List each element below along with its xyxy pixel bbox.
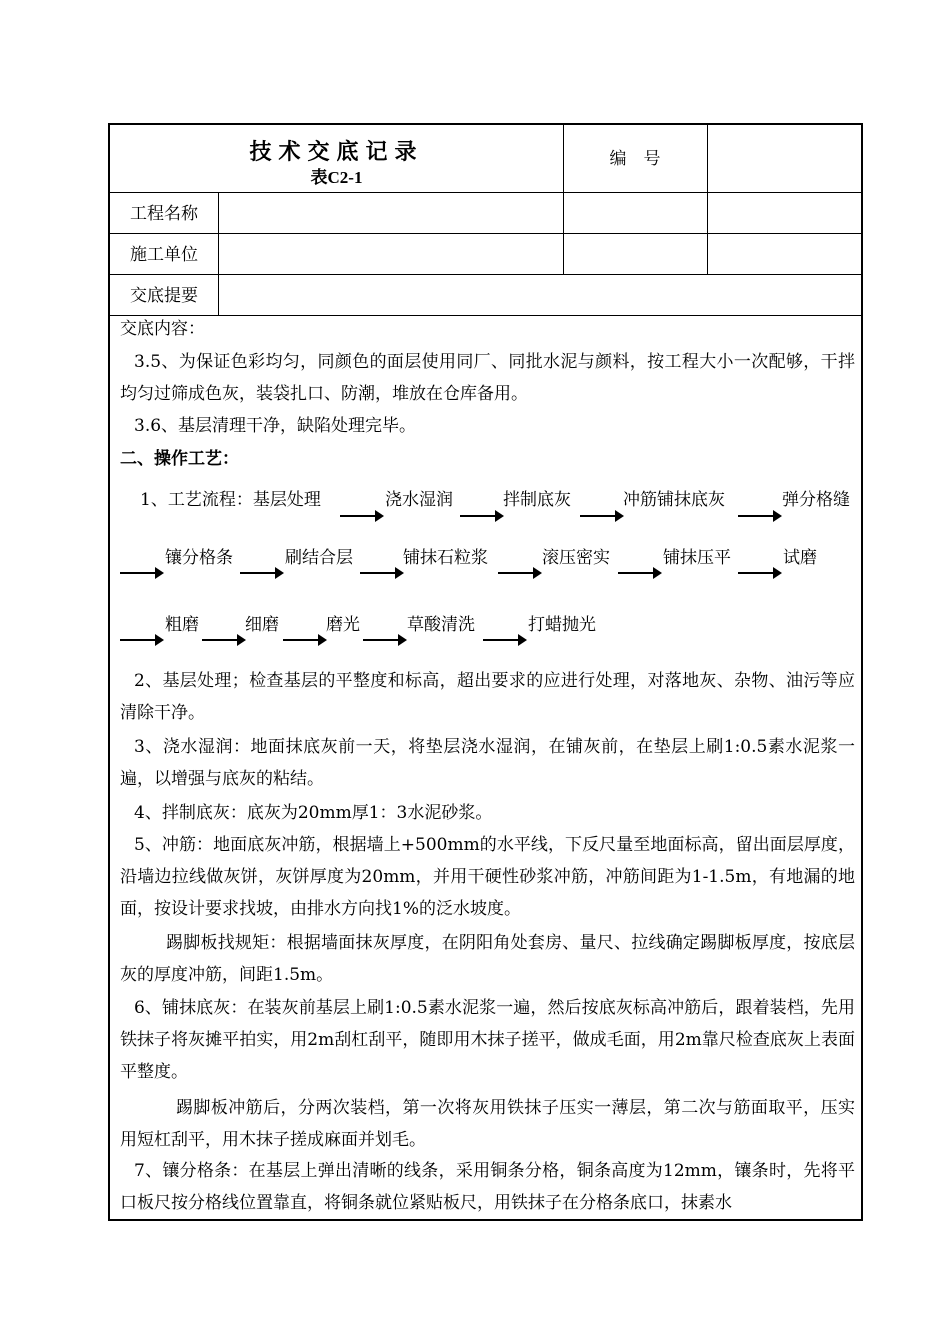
- row-divider: [110, 315, 861, 316]
- flow-arrow: [483, 639, 525, 641]
- technical-disclosure-form: [108, 123, 863, 1221]
- project-name-field[interactable]: [219, 193, 563, 233]
- item-6-skirting: 踢脚板冲筋后，分两次装档，第一次将灰用铁抹子压实一薄层，第二次与筋面取平，压实用短杠刮平，用木抹子搓成麻面并划毛。: [120, 1098, 855, 1150]
- paragraph-3-6: 3.6、基层清理干净，缺陷处理完毕。: [134, 416, 417, 436]
- flow-arrow: [283, 639, 325, 641]
- flow-step: 滚压密实: [542, 548, 610, 568]
- item-2: 2、基层处理；检查基层的平整度和标高，超出要求的应进行处理，对落地灰、杂物、油污等应清除干净。: [120, 671, 855, 723]
- section-heading: 二、操作工艺：: [120, 449, 239, 469]
- flow-arrow: [363, 639, 405, 641]
- flow-arrow: [738, 572, 780, 574]
- flow-step: 细磨: [245, 615, 279, 635]
- flow-step: 铺抹压平: [663, 548, 731, 568]
- flow-step: 镶分格条: [165, 548, 233, 568]
- flow-step: 草酸清洗: [407, 615, 475, 635]
- flow-step: 打蜡抛光: [528, 615, 596, 635]
- flow-arrow: [580, 515, 622, 517]
- number-label: 编 号: [609, 149, 661, 169]
- flow-step: 试磨: [783, 548, 817, 568]
- item-3: 3、浇水湿润：地面抹底灰前一天，将垫层浇水湿润，在铺灰前，在垫层上刷1:0.5素水泥浆一遍，以增强与底灰的粘结。: [120, 737, 855, 789]
- project-name-label: 工程名称: [130, 204, 198, 224]
- flow-arrow: [360, 572, 402, 574]
- flow-step: 铺抹石粒浆: [403, 548, 488, 568]
- content-label: 交底内容：: [120, 319, 205, 339]
- construction-unit-field[interactable]: [219, 234, 563, 274]
- flow-intro: 1、工艺流程：基层处理: [140, 490, 321, 510]
- paragraph-3-5: 3.5、为保证色彩均匀，同颜色的面层使用同厂、同批水泥与颜料，按工程大小一次配够，干拌均匀过筛成色灰，装袋扎口、防潮，堆放在仓库备用。: [120, 352, 855, 404]
- flow-arrow: [618, 572, 660, 574]
- item-4: 4、拌制底灰：底灰为20mm厚1：3水泥砂浆。: [134, 803, 493, 823]
- flow-arrow: [738, 515, 780, 517]
- item-7: 7、镶分格条：在基层上弹出清晰的线条，采用铜条分格，铜条高度为12mm，镶条时，先将平口板尺按分格线位置靠直，将铜条就位紧贴板尺，用铁抹子在分格条底口，抹素水: [120, 1161, 855, 1213]
- flow-arrow: [202, 639, 244, 641]
- flow-arrow: [120, 572, 162, 574]
- flow-arrow: [240, 572, 282, 574]
- flow-step: 弹分格缝: [782, 490, 850, 510]
- column-divider: [563, 125, 564, 274]
- construction-unit-label: 施工单位: [130, 245, 198, 265]
- flow-step: 冲筋铺抹底灰: [623, 490, 725, 510]
- summary-field[interactable]: [219, 275, 861, 315]
- item-5-skirting: 踢脚板找规矩：根据墙面抹灰厚度，在阴阳角处套房、量尺、拉线确定踢脚板厚度，按底层灰的厚度冲筋，间距1.5m。: [120, 933, 855, 985]
- flow-arrow: [498, 572, 540, 574]
- item-5: 5、冲筋：地面底灰冲筋，根据墙上+500mm的水平线，下反尺量至地面标高，留出面层厚度，沿墙边拉线做灰饼，灰饼厚度为20mm，并用干硬性砂浆冲筋，冲筋间距为1-1.5m，有地漏的地面，按设计要求找坡，由排水方向找1%的泛水坡度。: [120, 835, 855, 919]
- form-code: 表C2-1: [310, 168, 363, 187]
- flow-arrow: [120, 639, 162, 641]
- flow-step: 粗磨: [165, 615, 199, 635]
- flow-arrow: [460, 515, 502, 517]
- summary-label: 交底提要: [130, 286, 198, 306]
- item-6: 6、铺抹底灰：在装灰前基层上刷1:0.5素水泥浆一遍，然后按底灰标高冲筋后，跟着装档，先用铁抹子将灰摊平拍实，用2m刮杠刮平，随即用木抹子搓平，做成毛面，用2m靠尺检查底灰上表面平整度。: [120, 998, 855, 1082]
- flow-step: 磨光: [326, 615, 360, 635]
- flow-step: 刷结合层: [285, 548, 353, 568]
- flow-arrow: [340, 515, 382, 517]
- form-title: 技术交底记录: [249, 140, 424, 165]
- flow-step: 浇水湿润: [385, 490, 453, 510]
- flow-step: 拌制底灰: [503, 490, 571, 510]
- number-value-cell[interactable]: [708, 125, 861, 192]
